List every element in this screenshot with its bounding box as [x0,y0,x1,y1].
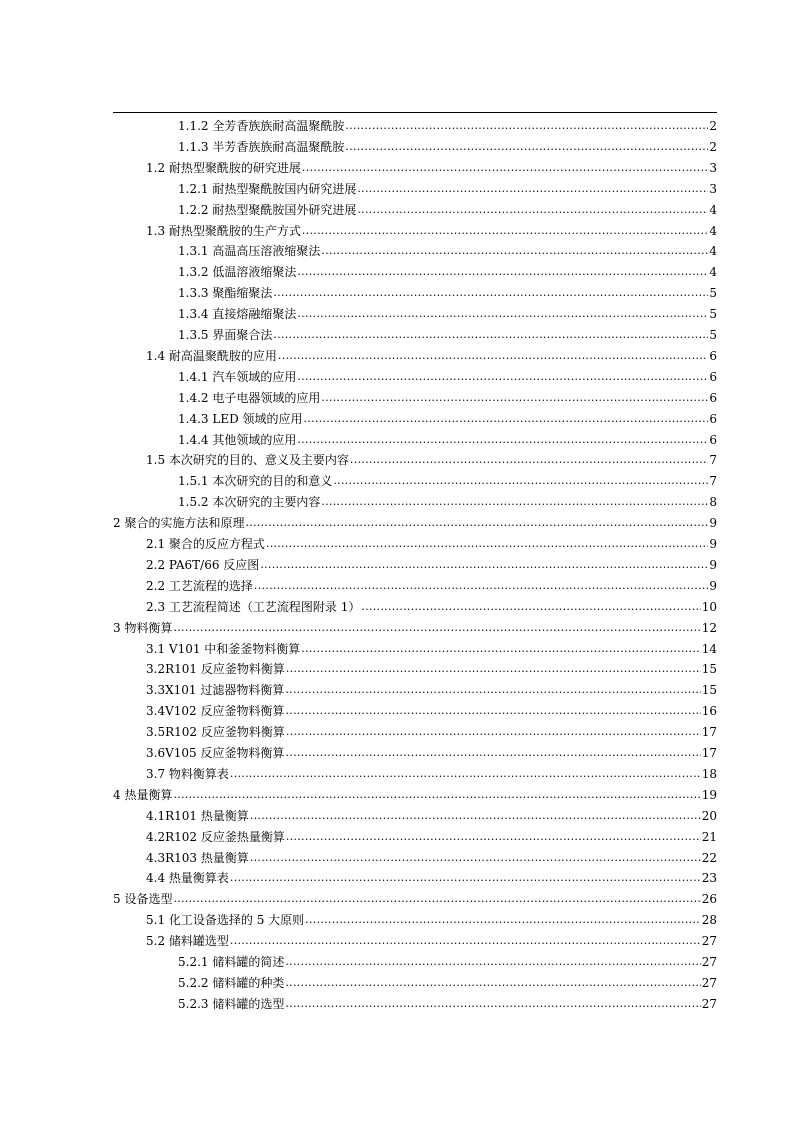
header-rule [113,112,717,113]
toc-entry-title: 5.2 储料罐选型 [146,934,229,948]
toc-entry[interactable] [146,827,717,847]
toc-entry-title: 1.3 耐热型聚酰胺的生产方式 [146,224,301,238]
toc-entry[interactable] [146,680,717,700]
toc-entry-title: 3.5R102 反应釜物料衡算 [146,725,285,739]
toc-entry[interactable] [178,409,717,429]
toc-entry-title: 1.2 耐热型聚酰胺的研究进展 [146,161,301,175]
toc-entry-page: 27 [701,955,717,969]
toc-entry[interactable] [146,346,717,366]
toc-entry-page: 6 [709,370,717,384]
toc-entry-page: 9 [709,558,717,572]
toc-entry-title: 1.3.4 直接熔融缩聚法 [178,307,297,321]
toc-entry-page: 7 [709,453,717,467]
toc-entry[interactable] [146,910,717,930]
toc-entry[interactable] [146,639,717,659]
toc-leader-dots [250,851,701,865]
toc-entry[interactable] [146,450,717,470]
toc-leader-dots [285,704,700,718]
toc-entry[interactable] [178,241,717,261]
toc-leader-dots [230,934,701,948]
toc-leader-dots [173,892,700,906]
toc-entry[interactable] [178,283,717,303]
toc-entry-page: 4 [709,203,717,217]
toc-entry-title: 4.3R103 热量衡算 [146,851,249,865]
toc-entry-title: 1.3.2 低温溶液缩聚法 [178,265,297,279]
toc-entry-title: 1.2.2 耐热型聚酰胺国外研究进展 [178,203,357,217]
toc-entry[interactable] [146,743,717,763]
toc-entry[interactable] [146,534,717,554]
toc-entry-title: 5 设备选型 [113,892,173,906]
toc-entry-title: 4.4 热量衡算表 [146,871,229,885]
toc-entry-title: 1.4.1 汽车领域的应用 [178,370,297,384]
toc-leader-dots [286,662,701,676]
toc-entry[interactable] [178,471,717,491]
toc-entry-title: 5.2.1 储料罐的简述 [178,955,285,969]
toc-entry-title: 4 热量衡算 [113,788,173,802]
toc-leader-dots [361,600,700,614]
toc-entry-page: 19 [701,788,717,802]
toc-entry-title: 2 聚合的实施方法和原理 [113,516,245,530]
toc-entry-title: 1.4.4 其他领域的应用 [178,433,297,447]
toc-entry-page: 28 [701,913,717,927]
toc-leader-dots [321,244,708,258]
toc-leader-dots [285,955,700,969]
toc-entry-page: 6 [709,433,717,447]
toc-entry-page: 5 [709,307,717,321]
toc-entry-page: 18 [701,767,717,781]
toc-leader-dots [273,328,708,342]
toc-entry-page: 14 [701,642,717,656]
toc-entry-title: 1.5.2 本次研究的主要内容 [178,495,321,509]
toc-entry-page: 21 [701,830,717,844]
toc-entry-title: 1.5 本次研究的目的、意义及主要内容 [146,453,349,467]
toc-entry-page: 27 [701,997,717,1011]
toc-entry[interactable] [178,367,717,387]
toc-entry[interactable] [146,576,717,596]
toc-entry[interactable] [178,200,717,220]
toc-entry-page: 15 [701,662,717,676]
toc-entry-title: 1.4.2 电子电器领域的应用 [178,391,321,405]
toc-entry-title: 2.3 工艺流程简述（工艺流程图附录 1） [146,600,361,614]
toc-entry-page: 27 [701,934,717,948]
toc-entry-title: 2.1 聚合的反应方程式 [146,537,265,551]
toc-entry-page: 22 [701,851,717,865]
toc-entry-page: 6 [709,412,717,426]
toc-leader-dots [173,788,700,802]
toc-leader-dots [260,558,708,572]
toc-entry[interactable] [178,994,717,1014]
toc-entry-page: 23 [701,871,717,885]
toc-entry[interactable] [178,137,717,157]
toc-entry-page: 6 [709,391,717,405]
toc-leader-dots [321,495,708,509]
toc-leader-dots [285,746,700,760]
toc-entry-page: 10 [701,600,717,614]
toc-entry-title: 1.3.1 高温高压溶液缩聚法 [178,244,321,258]
toc-leader-dots [297,265,708,279]
toc-entry[interactable] [113,785,717,805]
toc-entry-page: 20 [701,809,717,823]
toc-entry-title: 5.2.2 储料罐的种类 [178,976,285,990]
toc-entry-title: 2.2 PA6T/66 反应图 [146,558,260,572]
toc-entry-page: 26 [701,892,717,906]
toc-entry-page: 9 [709,579,717,593]
toc-leader-dots [286,830,701,844]
toc-entry[interactable] [178,388,717,408]
toc-entry-title: 1.1.2 全芳香族族耐高温聚酰胺 [178,119,345,133]
toc-entry[interactable] [146,221,717,241]
toc-leader-dots [345,119,708,133]
toc-entry-title: 1.2.1 耐热型聚酰胺国内研究进展 [178,182,357,196]
toc-entry-page: 7 [709,474,717,488]
toc-entry-title: 3.2R101 反应釜物料衡算 [146,662,285,676]
toc-leader-dots [230,871,701,885]
toc-entry[interactable] [178,179,717,199]
toc-entry[interactable] [178,492,717,512]
toc-entry-page: 9 [709,537,717,551]
toc-leader-dots [273,286,708,300]
toc-entry-title: 4.2R102 反应釜热量衡算 [146,830,285,844]
toc-entry-title: 1.3.5 界面聚合法 [178,328,273,342]
toc-leader-dots [254,579,708,593]
toc-entry[interactable] [146,931,717,951]
toc-leader-dots [297,370,708,384]
toc-entry[interactable] [146,764,717,784]
toc-leader-dots [297,307,708,321]
toc-entry-page: 17 [701,746,717,760]
toc-entry[interactable] [146,555,717,575]
toc-entry[interactable] [178,262,717,282]
toc-entry[interactable] [146,158,717,178]
toc-entry-page: 17 [701,725,717,739]
toc-entry-page: 3 [709,182,717,196]
toc-entry-title: 3 物料衡算 [113,621,173,635]
toc-leader-dots [266,537,708,551]
toc-entry[interactable] [146,848,717,868]
toc-entry[interactable] [113,889,717,909]
toc-entry[interactable] [146,659,717,679]
toc-entry-page: 2 [709,140,717,154]
toc-entry-page: 4 [709,224,717,238]
toc-entry-title: 3.6V105 反应釜物料衡算 [146,746,285,760]
toc-entry-page: 27 [701,976,717,990]
toc-entry-title: 3.7 物料衡算表 [146,767,229,781]
toc-leader-dots [285,976,700,990]
toc-leader-dots [230,767,701,781]
toc-leader-dots [173,621,700,635]
toc-leader-dots [302,161,708,175]
toc-leader-dots [278,349,708,363]
toc-entry-title: 4.1R101 热量衡算 [146,809,249,823]
toc-entry-title: 5.2.3 储料罐的选型 [178,997,285,1011]
toc-entry[interactable] [146,701,717,721]
toc-entry[interactable] [146,868,717,888]
toc-entry-page: 16 [701,704,717,718]
toc-entry[interactable] [178,325,717,345]
toc-leader-dots [245,516,708,530]
toc-entry-title: 1.1.3 半芳香族族耐高温聚酰胺 [178,140,345,154]
toc-leader-dots [285,683,700,697]
toc-leader-dots [302,224,708,238]
toc-entry-title: 3.4V102 反应釜物料衡算 [146,704,285,718]
toc-entry-title: 3.3X101 过滤器物料衡算 [146,683,285,697]
toc-entry-title: 1.5.1 本次研究的目的和意义 [178,474,333,488]
toc-entry[interactable] [146,597,717,617]
toc-entry-page: 5 [709,328,717,342]
toc-entry-page: 5 [709,286,717,300]
toc-entry[interactable] [146,722,717,742]
toc-entry-page: 12 [701,621,717,635]
toc-leader-dots [286,725,701,739]
toc-leader-dots [250,809,701,823]
toc-leader-dots [345,140,708,154]
toc-entry-page: 4 [709,265,717,279]
toc-entry[interactable] [113,618,717,638]
toc-entry-title: 2.2 工艺流程的选择 [146,579,253,593]
toc-entry-title: 1.4 耐高温聚酰胺的应用 [146,349,277,363]
toc-entry-title: 1.3.3 聚酯缩聚法 [178,286,273,300]
toc-leader-dots [357,203,708,217]
toc-entry-page: 4 [709,244,717,258]
toc-leader-dots [304,412,708,426]
toc-leader-dots [333,474,708,488]
toc-entry[interactable] [178,116,717,136]
toc-leader-dots [357,182,708,196]
toc-entry-title: 5.1 化工设备选择的 5 大原则 [146,913,305,927]
toc-leader-dots [305,913,701,927]
toc-entry[interactable] [178,973,717,993]
toc-entry-title: 1.4.3 LED 领域的应用 [178,412,303,426]
toc-entry-page: 6 [709,349,717,363]
toc-leader-dots [285,997,700,1011]
toc-leader-dots [321,391,708,405]
toc-leader-dots [301,642,700,656]
toc-entry-page: 3 [709,161,717,175]
toc-entry[interactable] [178,304,717,324]
toc-entry-page: 2 [709,119,717,133]
toc-entry-page: 8 [709,495,717,509]
toc-entry[interactable] [178,952,717,972]
toc-leader-dots [297,433,708,447]
toc-entry-title: 3.1 V101 中和釜釜物料衡算 [146,642,301,656]
toc-entry[interactable] [146,806,717,826]
toc-entry[interactable] [178,430,717,450]
toc-entry-page: 15 [701,683,717,697]
toc-entry-page: 9 [709,516,717,530]
toc-entry[interactable] [113,513,717,533]
toc-leader-dots [350,453,708,467]
